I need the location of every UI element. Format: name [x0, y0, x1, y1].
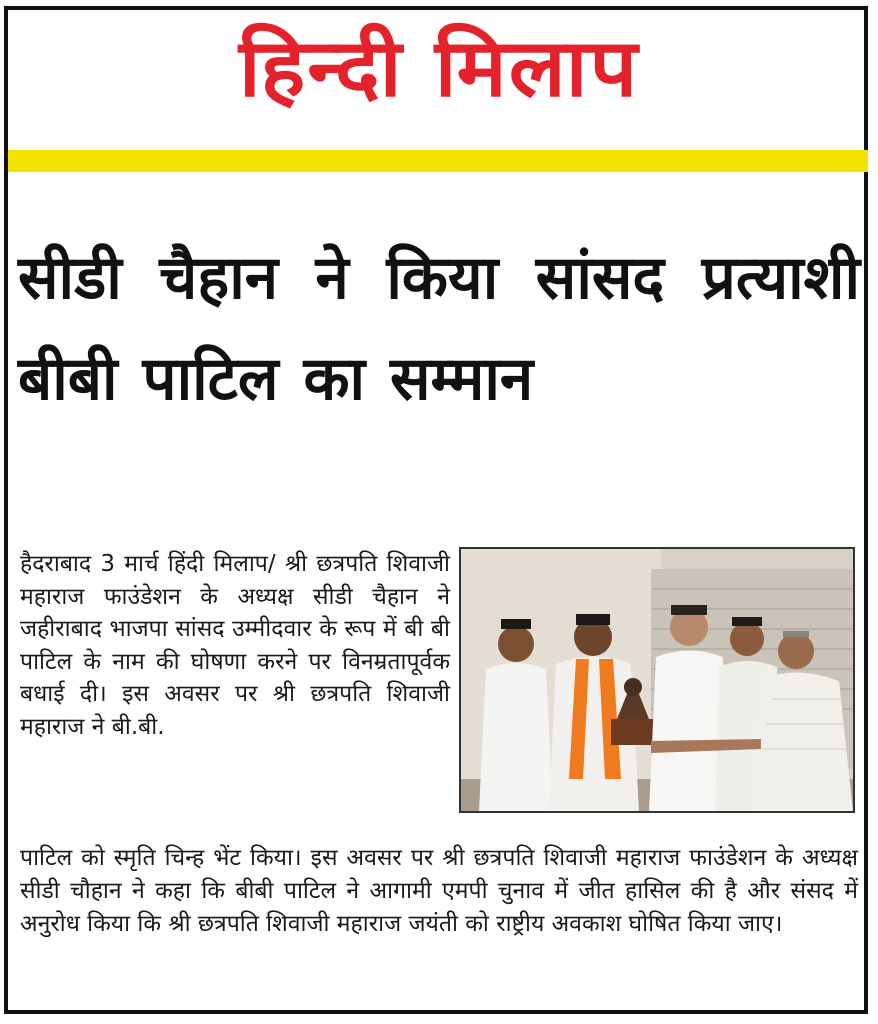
newspaper-masthead: हिन्दी मिलाप [238, 20, 640, 115]
article-headline: सीडी चैहान ने किया सांसद प्रत्याशी बीबी पाटिल का सम्मान [18, 243, 860, 414]
article-photo [459, 547, 855, 813]
article-body-column: हैदराबाद 3 मार्च हिंदी मिलाप/ श्री छत्रपति शिवाजी महाराज फाउंडेशन के अध्यक्ष सीडी चैहान ने जहीराबाद भाजपा सांसद उम्मीदवार के रूप में बी बी पाटिल के नाम की घोषणा करने पर विनम्रतापूर्वक बधाई दी। इस अवसर पर श्री छत्रपति शिवाजी महाराज ने बी.बी. [20, 551, 450, 740]
masthead-divider [8, 150, 868, 172]
article-body-continued: पाटिल को स्मृति चिन्ह भेंट किया। इस अवसर पर श्री छत्रपति शिवाजी महाराज फाउंडेशन के अध्यक्ष सीडी चौहान ने कहा कि बीबी पाटिल ने आगामी एमपी चुनाव में जीत हासिल की है और संसद में अनुरोध किया कि श्री छत्रपति शिवाजी महाराज जयंती को राष्ट्रीय अवकाश घोषित किया जाए। [20, 845, 858, 937]
